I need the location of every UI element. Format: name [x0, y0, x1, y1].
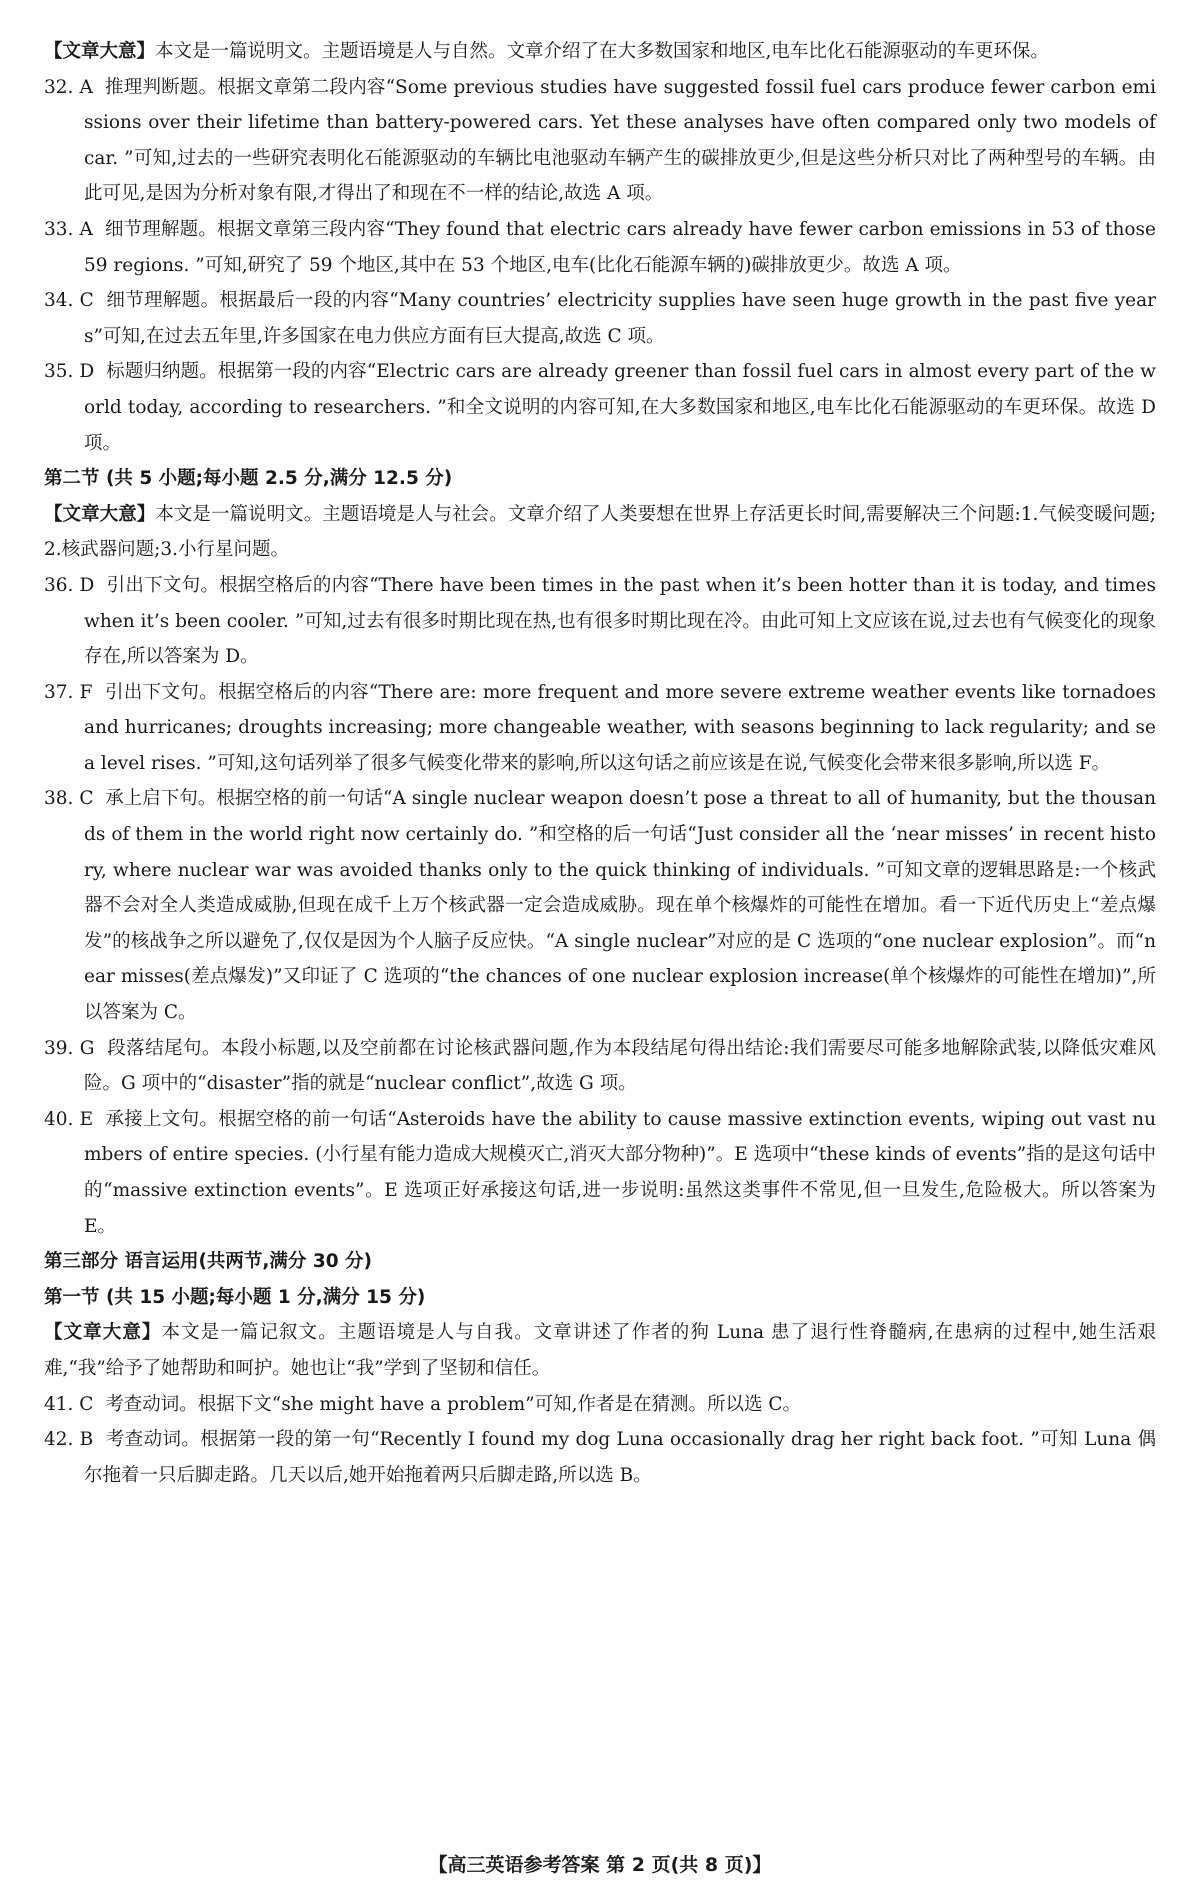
answer-text: 细节理解题。根据最后一段的内容“Many countries’ electricity supplies have seen huge growth in the past five years”可知,在过去五年里,许多国家在电力供应方面有巨大提高,故选 C 项。 [84, 290, 1156, 347]
summary-tag: 【文章大意】 [44, 503, 156, 525]
answer-label: 37. F [44, 681, 93, 703]
section2-heading: 第二节 (共 5 小题;每小题 2.5 分,满分 12.5 分) [44, 468, 453, 490]
answers-group-b [44, 568, 1156, 1244]
answer-text: 引出下文句。根据空格后的内容“There are: more frequent and more severe extreme weather events like tornadoes and hurricanes; droughts increasing; more changeable weather, with seasons beginning to lack regularity; and sea level rises. ”可知,这句话列举了很多气候变化带来的影响,所以这句话之前应该是在说,气候变化会带来很多影响,所以选 F。 [84, 681, 1157, 774]
summary-text: 本文是一篇说明文。主题语境是人与自然。文章介绍了在大多数国家和地区,电车比化石能源驱动的车更环保。 [155, 41, 1049, 62]
answer-item [44, 283, 1156, 354]
answer-text: 段落结尾句。本段小标题,以及空前都在讨论核武器问题,作为本段结尾句得出结论:我们需要尽可能多地解除武装,以降低灾难风险。G 项中的“disaster”指的就是“nuclear conflict”,故选 G 项。 [84, 1037, 1156, 1095]
answer-label: 39. G [44, 1037, 95, 1059]
answer-text: 细节理解题。根据文章第三段内容“They found that electric cars already have fewer carbon emissions in 53 of those 59 regions. ”可知,研究了 59 个地区,其中在 53 个地区,电车(比化石能源车辆的)碳排放更少。故选 A 项。 [84, 218, 1156, 276]
answer-text: 标题归纳题。根据第一段的内容“Electric cars are already greener than fossil fuel cars in almost every part of the world today, according to researchers. ”和全文说明的内容可知,在大多数国家和地区,电车比化石能源驱动的车更环保。故选 D 项。 [84, 361, 1156, 454]
answer-label: 40. E [44, 1108, 94, 1130]
part3-section1-heading: 第一节 (共 15 小题;每小题 1 分,满分 15 分) [44, 1286, 426, 1308]
summary-2 [44, 497, 1156, 568]
part3-heading: 第三部分 语言运用(共两节,满分 30 分) [44, 1251, 373, 1273]
answer-item [44, 781, 1156, 1030]
answer-item [44, 1387, 1156, 1423]
answers-group-a [44, 70, 1156, 462]
answer-label: 36. D [44, 574, 95, 596]
answer-item [44, 1031, 1156, 1102]
answers-group-c [44, 1387, 1156, 1494]
answer-item [44, 1102, 1156, 1244]
summary-1 [44, 34, 1156, 70]
page-footer: 【高三英语参考答案 第 2 页(共 8 页)】 [428, 1854, 772, 1876]
summary-text: 本文是一篇记叙文。主题语境是人与自我。文章讲述了作者的狗 Luna 患了退行性脊髓病,在患病的过程中,她生活艰难,“我”给予了她帮助和呵护。她也让“我”学到了坚韧和信任。 [44, 1322, 1156, 1379]
summary-tag: 【文章大意】 [44, 1322, 162, 1344]
answer-label: 34. C [44, 290, 94, 312]
answer-item [44, 568, 1156, 675]
answer-text: 考查动词。根据第一段的第一句“Recently I found my dog Luna occasionally drag her right back foot. ”可知 Luna 偶尔拖着一只后脚走路。几天以后,她开始拖着两只后脚走路,所以选 B。 [84, 1429, 1156, 1486]
answer-item [44, 675, 1156, 782]
summary-text: 本文是一篇说明文。主题语境是人与社会。文章介绍了人类要想在世界上存活更长时间,需要解决三个问题:1.气候变暖问题;2.核武器问题;3.小行星问题。 [44, 503, 1156, 561]
answer-label: 41. C [44, 1393, 94, 1415]
answer-text: 引出下文句。根据空格后的内容“There have been times in the past when it’s been hotter than it is today, and times when it’s been cooler. ”可知,过去有很多时期比现在热,也有很多时期比现在冷。由此可知上文应该在说,过去也有气候变化的现象存在,所以答案为 D。 [84, 574, 1157, 668]
answer-item [44, 212, 1156, 283]
answer-item [44, 70, 1156, 212]
answer-item [44, 1422, 1156, 1493]
answer-label: 33. A [44, 218, 93, 240]
summary-3 [44, 1315, 1156, 1386]
answer-text: 推理判断题。根据文章第二段内容“Some previous studies have suggested fossil fuel cars produce fewer carbon emissions over their lifetime than battery-powered cars. Yet these analyses have often compared only two models of car. ”可知,过去的一些研究表明化石能源驱动的车辆比电池驱动车辆产生的碳排放更少,但是这些分析只对比了两种型号的车辆。由此可见,是因为分析对象有限,才得出了和现在不一样的结论,故选 A 项。 [84, 76, 1156, 205]
answer-label: 38. C [44, 788, 94, 810]
answer-label: 32. A [44, 76, 93, 98]
summary-tag: 【文章大意】 [44, 41, 156, 62]
answer-text: 承上启下句。根据空格的前一句话“A single nuclear weapon doesn’t pose a threat to all of humanity, but the thousands of them in the world right now certainly do. ”和空格的后一句话“Just consider all the ‘near misses’ in recent history, where nuclear war was avoided thanks only to the quick thinking of individuals. ”可知文章的逻辑思路是:一个核武器不会对全人类造成威胁,但现在成千上万个核武器一定会造成威胁。现在单个核爆炸的可能性在增加。看一下近代历史上“差点爆发”的核战争之所以避免了,仅仅是因为个人脑子反应快。“A single nuclear”对应的是 C 选项的“one nuclear explosion”。而“near misses(差点爆发)”又印证了 C 选项的“the chances of one nuclear explosion increase(单个核爆炸的可能性在增加)”,所以答案为 C。 [84, 788, 1156, 1024]
answer-text: 考查动词。根据下文“she might have a problem”可知,作者是在猜测。所以选 C。 [105, 1393, 802, 1415]
answer-label: 35. D [44, 361, 95, 383]
answer-text: 承接上文句。根据空格的前一句话“Asteroids have the ability to cause massive extinction events, wiping out vast numbers of entire species. (小行星有能力造成大规模灭亡,消灭大部分物种)”。E 选项中“these kinds of events”指的是这句话中的“massive extinction events”。E 选项正好承接这句话,进一步说明:虽然这类事件不常见,但一旦发生,危险极大。所以答案为 E。 [84, 1108, 1156, 1237]
answer-label: 42. B [44, 1429, 94, 1451]
answer-item [44, 354, 1156, 461]
